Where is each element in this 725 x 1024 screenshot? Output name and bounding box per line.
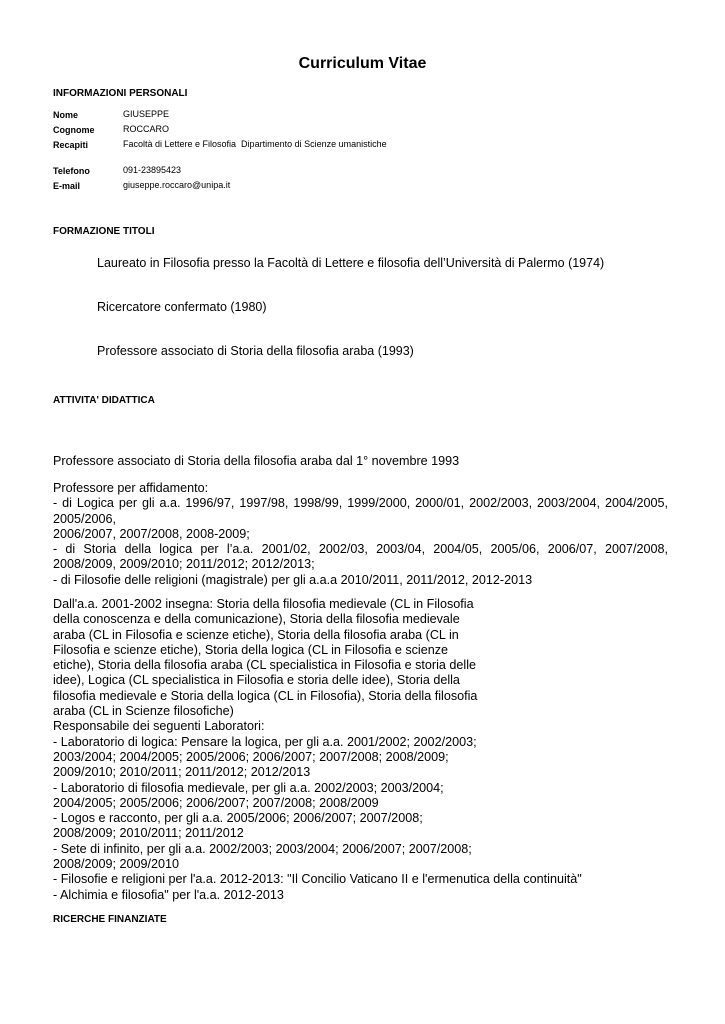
insegna-line: Dall'a.a. 2001-2002 insegna: Storia della filosofia medievale (CL in Filosofia [53,597,474,611]
laboratorio-line: - Alchimia e filosofia" per l'a.a. 2012-2013 [53,887,284,902]
insegna-line: etiche), Storia della filosofia araba (CL specialistica in Filosofia e storia delle [53,658,477,673]
insegna-line: araba (CL in Filosofia e scienze etiche), Storia della filosofia araba (CL in [53,627,459,642]
label-email: E-mail [53,181,81,191]
page-title: Curriculum Vitae [298,55,427,72]
section-heading-ricerche: RICERCHE FINANZIATE [53,914,167,925]
affidamento-storia-logica: - di Storia della logica per l’a.a. 2001/02, 2002/03, 2003/04, 2004/05, 2005/06, 2006/07, 2007/2008, 2008/2009, 2009/2010; 2011/2012; 2012/2013; [53,542,668,572]
laboratorio-line: - Laboratorio di logica: Pensare la logica, per gli a.a. 2001/2002; 2002/2003; [53,734,477,749]
laboratorio-line: - Filosofie e religioni per l'a.a. 2012-2013: "Il Concilio Vaticano II e l'ermenutica della continuità" [53,872,582,887]
label-nome: Nome [53,110,79,120]
affidamento-religioni: - di Filosofie delle religioni (magistrale) per gli a.a.a 2010/2011, 2011/2012, 2012-2013 [53,572,533,587]
laboratorio-line: 2003/2004; 2004/2005; 2005/2006; 2006/2007; 2007/2008; 2008/2009; [53,749,449,764]
insegna-line: Filosofia e scienze etiche), Storia della logica (CL in Filosofia e scienze [53,642,449,657]
label-cognome: Cognome [53,125,95,135]
affidamento-intro: Professore per affidamento: [53,481,209,495]
laboratori-heading: Responsabile dei seguenti Laboratori: [53,719,265,734]
insegna-block [53,597,613,903]
value-nome: GIUSEPPE [123,109,170,119]
value-email: giuseppe.roccaro@unipa.it [123,180,231,190]
laboratorio-line: - Laboratorio di filosofia medievale, per gli a.a. 2002/2003; 2003/2004; [53,780,444,795]
section-heading-personal: INFORMAZIONI PERSONALI [53,88,188,99]
insegna-line: araba (CL in Scienze filosofiche) [53,704,234,719]
insegna-line: idee), Logica (CL specialistica in Filosofia e storia delle idee), Storia della [53,673,460,688]
laboratorio-line: 2004/2005; 2005/2006; 2006/2007; 2007/2008; 2008/2009 [53,795,379,810]
formazione-item-laurea: Laureato in Filosofia presso la Facoltà di Lettere e filosofia dell’Università di Palermo (1974) [97,256,605,270]
insegna-line: filosofia medievale e Storia della logica (CL in Filosofia), Storia della filosofia [53,688,478,703]
insegna-line: della conoscenza e della comunicazione), Storia della filosofia medievale [53,612,460,627]
affidamento-logica-cont: 2006/2007, 2007/2008, 2008-2009; [53,526,250,541]
section-heading-formazione: FORMAZIONE TITOLI [53,226,155,237]
laboratorio-line: 2009/2010; 2010/2011; 2011/2012; 2012/2013 [53,765,311,780]
laboratorio-line: - Sete di infinito, per gli a.a. 2002/2003; 2003/2004; 2006/2007; 2007/2008; [53,841,472,856]
affidamento-logica: - di Logica per gli a.a. 1996/97, 1997/98, 1998/99, 1999/2000, 2000/01, 2002/2003, 2003/2004, 2004/2005, 2005/2006, [53,496,668,526]
section-heading-didattica: ATTIVITA' DIDATTICA [53,395,155,406]
label-telefono: Telefono [53,166,90,176]
laboratorio-line: 2008/2009; 2009/2010 [53,857,180,872]
formazione-item-associato: Professore associato di Storia della filosofia araba (1993) [97,344,414,358]
formazione-item-ricercatore: Ricercatore confermato (1980) [97,300,267,314]
value-cognome: ROCCARO [123,124,170,134]
value-telefono: 091-23895423 [123,165,182,175]
affidamento-block [53,481,668,588]
value-recapiti: Facoltà di Lettere e Filosofia Dipartimento di Scienze umanistiche [123,139,387,149]
label-recapiti: Recapiti [53,140,89,150]
laboratorio-line: 2008/2009; 2010/2011; 2011/2012 [53,826,244,841]
didattica-associato: Professore associato di Storia della filosofia araba dal 1° novembre 1993 [53,454,460,468]
laboratorio-line: - Logos e racconto, per gli a.a. 2005/2006; 2006/2007; 2007/2008; [53,811,423,826]
